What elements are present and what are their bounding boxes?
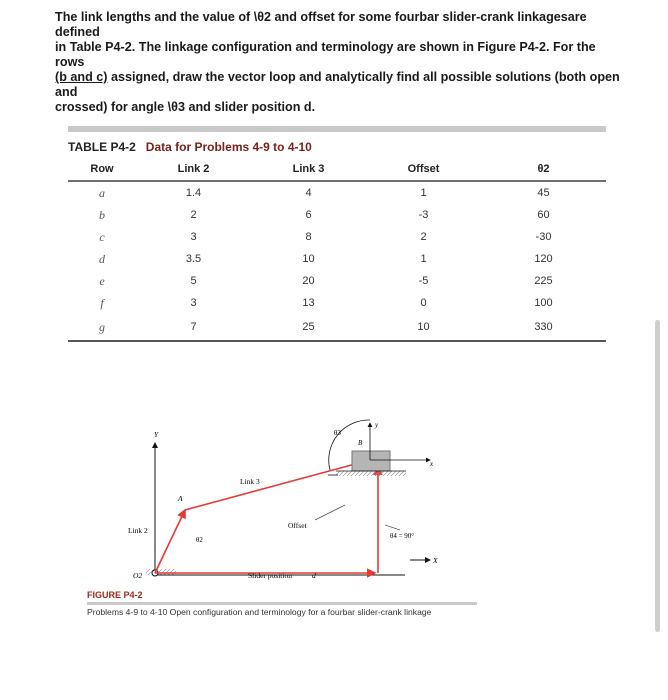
table-caption: Data for Problems 4-9 to 4-10 — [145, 140, 312, 154]
table-row — [68, 270, 606, 292]
cell-theta2: 120 — [534, 253, 553, 265]
problem-line-2: in Table P4-2. The linkage configuration and terminology are shown in Figure P4-2. For the rows — [55, 40, 596, 69]
cell-offset: 10 — [366, 314, 481, 341]
cell-offset: 1 — [420, 187, 427, 199]
cell-link-2: 7 — [136, 314, 251, 341]
linkage-data-table — [68, 158, 606, 342]
cell-theta2: -30 — [535, 231, 552, 243]
header-link-3: Link 3 — [251, 158, 366, 181]
cell-theta2: 45 — [537, 187, 550, 199]
cell-row-label: e — [99, 273, 105, 288]
cell-link-2: 1.4 — [185, 187, 202, 199]
table-number: TABLE P4-2 — [68, 140, 136, 154]
cell-offset: 0 — [420, 297, 427, 309]
cell-row-label: a — [99, 185, 105, 200]
label-theta2: θ2 — [196, 536, 203, 544]
cell-theta2: 330 — [481, 314, 606, 341]
cell-link-3: 20 — [302, 275, 315, 287]
table-top-rule — [68, 126, 606, 132]
cell-offset: -3 — [418, 209, 429, 221]
table-row — [68, 292, 606, 314]
cell-link-2: 2 — [190, 209, 197, 221]
cell-link-3: 6 — [305, 209, 312, 221]
cell-theta2: 100 — [534, 297, 553, 309]
problem-line-3-rest: assigned, draw the vector loop and analytically find all possible solutions (both open and — [55, 70, 620, 99]
table-row — [68, 226, 606, 248]
link-3-vector — [185, 460, 370, 510]
underlined-rows: (b and c) — [55, 70, 108, 84]
table-title — [68, 140, 606, 156]
problem-line-4: crossed) for angle \θ3 and slider position d. — [55, 100, 316, 114]
problem-line-3 — [55, 70, 623, 100]
cell-offset: 1 — [420, 253, 427, 265]
data-table-section — [68, 126, 606, 342]
header-link-2: Link 2 — [136, 158, 251, 181]
label-global-x: X — [433, 556, 438, 565]
cell-theta2: 225 — [534, 275, 553, 287]
header-theta2: θ2 — [481, 158, 606, 181]
cell-row-label: f — [100, 295, 104, 310]
figure-caption-rule — [87, 602, 477, 605]
figure-description: Problems 4-9 to 4-10 Open configuration and terminology for a fourbar slider-crank linkage — [87, 607, 432, 617]
cell-row-label: c — [99, 229, 105, 244]
label-local-y: y — [375, 421, 379, 429]
cell-link-3: 10 — [302, 253, 315, 265]
cell-link-3: 4 — [305, 187, 312, 199]
label-a: A — [178, 494, 183, 503]
cell-row-label: d — [99, 251, 105, 266]
ground-hatch — [146, 569, 176, 575]
slider-track-hatch — [336, 471, 406, 476]
vertical-scrollbar[interactable] — [655, 320, 660, 632]
problem-line-1: The link lengths and the value of \θ2 and offset for some fourbar slider-crank linkagesare defined — [55, 10, 587, 39]
cell-link-2: 5 — [190, 275, 197, 287]
cell-row-label: b — [99, 207, 105, 222]
problem-statement — [55, 10, 623, 115]
slider-block — [352, 451, 390, 471]
label-o2: O2 — [133, 571, 143, 580]
theta4-leader — [385, 525, 400, 530]
label-global-y: Y — [154, 430, 159, 439]
cell-row-label: g — [68, 314, 136, 341]
cell-link-3: 25 — [251, 314, 366, 341]
table-row — [68, 204, 606, 226]
cell-link-3: 13 — [302, 297, 315, 309]
link-2-vector — [155, 510, 185, 573]
header-offset: Offset — [366, 158, 481, 181]
header-row: Row — [68, 158, 136, 181]
figure-label: FIGURE P4-2 — [87, 590, 143, 600]
label-slider-position: Slider position — [248, 571, 292, 580]
label-b: B — [358, 439, 363, 447]
cell-link-3: 8 — [305, 231, 312, 243]
cell-link-2: 3 — [190, 231, 197, 243]
table-row — [68, 181, 606, 204]
label-offset: Offset — [288, 521, 307, 530]
cell-offset: 2 — [420, 231, 427, 243]
label-theta3: θ3 — [334, 429, 341, 437]
label-theta4: θ4 = 90° — [390, 532, 415, 540]
table-header-row — [68, 158, 606, 181]
label-link-2: Link 2 — [128, 526, 148, 535]
cell-link-2: 3.5 — [185, 253, 202, 265]
label-local-x: x — [430, 460, 434, 468]
cell-offset: -5 — [418, 275, 429, 287]
label-d: d — [312, 571, 316, 580]
label-link-3: Link 3 — [240, 477, 260, 486]
cell-theta2: 60 — [537, 209, 550, 221]
figure-caption — [87, 590, 477, 617]
cell-link-2: 3 — [190, 297, 197, 309]
table-row — [68, 314, 606, 341]
table-row — [68, 248, 606, 270]
slider-crank-diagram — [100, 415, 460, 590]
offset-leader — [315, 505, 345, 520]
